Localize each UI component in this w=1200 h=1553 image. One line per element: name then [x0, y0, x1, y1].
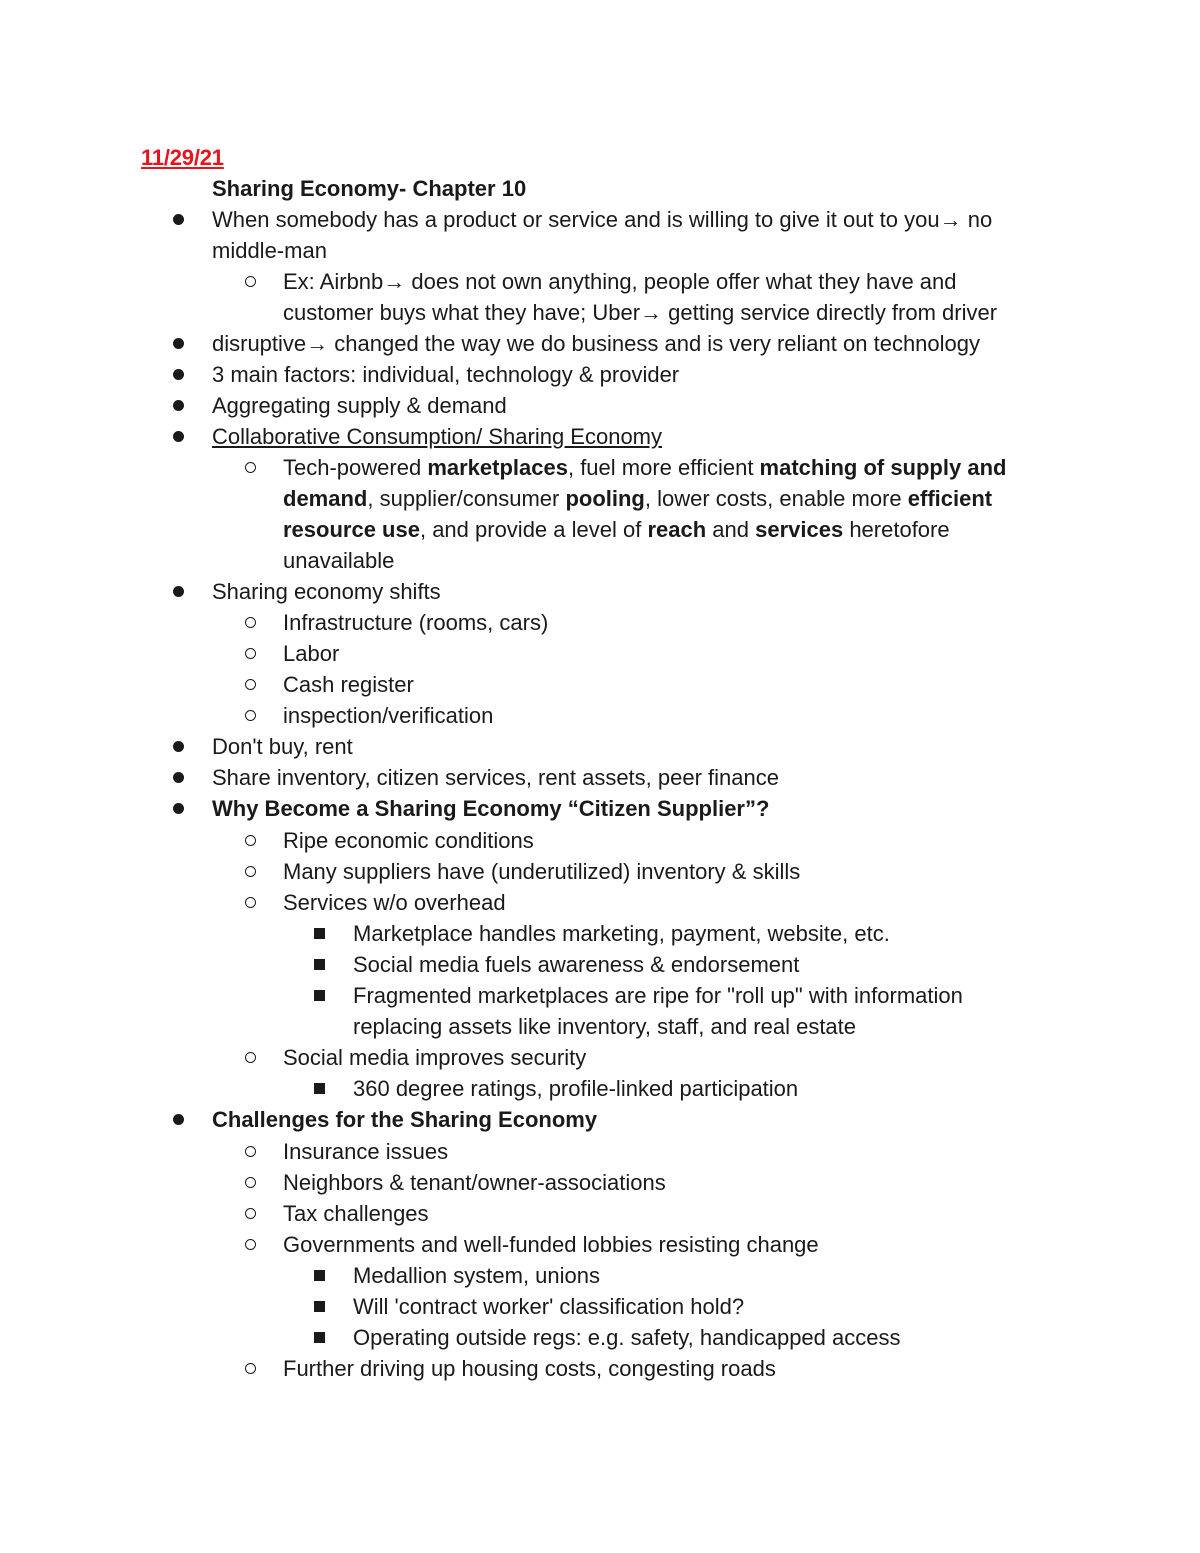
bullet-dot-icon — [173, 793, 184, 824]
sub-list-item: Tax challenges — [283, 1201, 429, 1226]
bullet-circle-icon — [245, 1353, 256, 1384]
sub-sub-list-item-continuation: replacing assets like inventory, staff, and real estate — [353, 1014, 857, 1039]
bullet-square-icon — [314, 918, 325, 949]
list-item: Don't buy, rent — [212, 734, 353, 759]
bullet-dot-icon — [173, 731, 184, 762]
bullet-dot-icon — [173, 421, 184, 452]
bullet-square-icon — [314, 1260, 325, 1291]
section-heading: Challenges for the Sharing Economy — [212, 1107, 598, 1132]
bullet-circle-icon — [245, 825, 256, 856]
bullet-circle-icon — [245, 669, 256, 700]
list-item: 3 main factors: individual, technology & provider — [212, 362, 680, 387]
sub-list-item: Labor — [283, 641, 340, 666]
bullet-square-icon — [314, 980, 325, 1011]
sub-list-item-continuation: customer buys what they have; Uber→ getting service directly from driver — [283, 300, 998, 325]
list-item: disruptive→ changed the way we do business and is very reliant on technology — [212, 331, 981, 356]
bullet-square-icon — [314, 1322, 325, 1353]
bullet-square-icon — [314, 1073, 325, 1104]
list-item: Sharing economy shifts — [212, 579, 441, 604]
sub-list-item: Infrastructure (rooms, cars) — [283, 610, 549, 635]
sub-list-item-continuation: resource use, and provide a level of reach and services heretofore — [283, 517, 950, 542]
bullet-circle-icon — [245, 856, 256, 887]
sub-list-item: Tech-powered marketplaces, fuel more efficient matching of supply and — [283, 455, 1007, 480]
sub-list-item: Ex: Airbnb→ does not own anything, people offer what they have and — [283, 269, 957, 294]
bullet-circle-icon — [245, 452, 256, 483]
bullet-circle-icon — [245, 638, 256, 669]
sub-list-item-continuation: demand, supplier/consumer pooling, lower costs, enable more efficient — [283, 486, 993, 511]
bullet-circle-icon — [245, 1167, 256, 1198]
bullet-dot-icon — [173, 359, 184, 390]
bullet-circle-icon — [245, 1229, 256, 1260]
bullet-circle-icon — [245, 1136, 256, 1167]
bullet-dot-icon — [173, 1104, 184, 1135]
page-title: Sharing Economy- Chapter 10 — [212, 176, 527, 201]
bullet-circle-icon — [245, 607, 256, 638]
section-heading: Why Become a Sharing Economy “Citizen Supplier”? — [212, 796, 770, 821]
sub-list-item: Cash register — [283, 672, 414, 697]
sub-list-item: Many suppliers have (underutilized) inventory & skills — [283, 859, 801, 884]
sub-sub-list-item: Operating outside regs: e.g. safety, handicapped access — [353, 1325, 901, 1350]
sub-list-item-continuation: unavailable — [283, 548, 395, 573]
sub-list-item: Governments and well-funded lobbies resisting change — [283, 1232, 819, 1257]
list-item: When somebody has a product or service and is willing to give it out to you→ no — [212, 207, 993, 232]
sub-list-item: Insurance issues — [283, 1139, 449, 1164]
bullet-square-icon — [314, 1291, 325, 1322]
sub-list-item: Ripe economic conditions — [283, 828, 534, 853]
bullet-dot-icon — [173, 390, 184, 421]
bullet-square-icon — [314, 949, 325, 980]
sub-list-item: Services w/o overhead — [283, 890, 506, 915]
bullet-dot-icon — [173, 328, 184, 359]
sub-list-item: Social media improves security — [283, 1045, 587, 1070]
bullet-circle-icon — [245, 1198, 256, 1229]
sub-sub-list-item: 360 degree ratings, profile-linked participation — [353, 1076, 799, 1101]
sub-sub-list-item: Will 'contract worker' classification hold? — [353, 1294, 745, 1319]
bullet-circle-icon — [245, 1042, 256, 1073]
sub-list-item: Further driving up housing costs, congesting roads — [283, 1356, 776, 1381]
list-item: Share inventory, citizen services, rent assets, peer finance — [212, 765, 779, 790]
bullet-dot-icon — [173, 204, 184, 235]
list-item: Aggregating supply & demand — [212, 393, 507, 418]
list-item-continuation: middle-man — [212, 238, 327, 263]
sub-sub-list-item: Social media fuels awareness & endorsement — [353, 952, 800, 977]
sub-sub-list-item: Fragmented marketplaces are ripe for "roll up" with information — [353, 983, 963, 1008]
note-date: 11/29/21 — [141, 145, 224, 170]
sub-list-item: inspection/verification — [283, 703, 494, 728]
bullet-circle-icon — [245, 887, 256, 918]
sub-list-item: Neighbors & tenant/owner-associations — [283, 1170, 666, 1195]
list-item-underlined: Collaborative Consumption/ Sharing Economy — [212, 424, 663, 449]
bullet-circle-icon — [245, 700, 256, 731]
sub-sub-list-item: Medallion system, unions — [353, 1263, 601, 1288]
bullet-circle-icon — [245, 266, 256, 297]
bullet-dot-icon — [173, 762, 184, 793]
sub-sub-list-item: Marketplace handles marketing, payment, website, etc. — [353, 921, 890, 946]
bullet-dot-icon — [173, 576, 184, 607]
